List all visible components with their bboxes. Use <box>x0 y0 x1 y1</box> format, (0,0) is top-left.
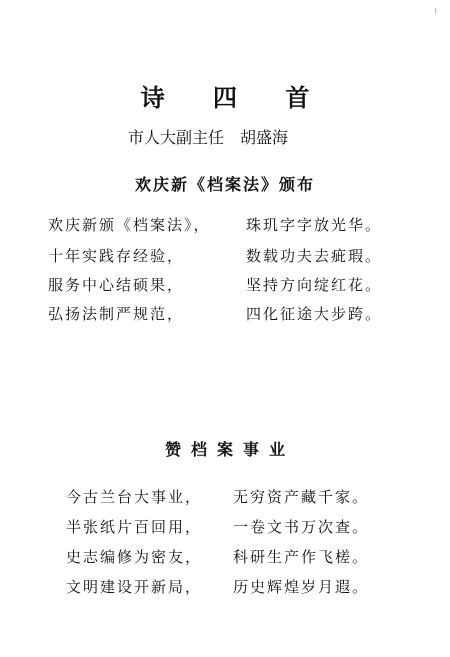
poem-2-title: 赞档案事业 <box>164 440 295 459</box>
poem-1-line-3-right: 坚持方向绽红花。 <box>246 276 383 294</box>
poem-2-line-1-right: 无穷资产藏千家。 <box>233 488 370 506</box>
poem-2-line-3-left: 史志编修为密友， <box>66 548 203 566</box>
poem-1-line-2-right: 数载功夫去疵瑕。 <box>246 247 383 265</box>
poem-1-line-3-left: 服务中心结硕果， <box>48 276 185 294</box>
author-line <box>128 125 288 148</box>
poem-2-line-4-right: 历史辉煌岁月遐。 <box>233 578 370 596</box>
poem-2-line-2-right: 一卷文书万次查。 <box>233 518 370 536</box>
poem-2-line-4-left: 文明建设开新局， <box>66 578 203 596</box>
poem-1-line-4-left: 弘扬法制严规范， <box>48 305 185 323</box>
poem-1-line-1-right: 珠玑字字放光华。 <box>246 216 383 234</box>
corner-mark <box>435 8 436 14</box>
poem-1-line-2-left: 十年实践存经验， <box>48 247 185 265</box>
poem-2-line-3-right: 科研生产作飞槎。 <box>233 548 370 566</box>
poem-2-line-1-left: 今古兰台大事业， <box>66 488 203 506</box>
poem-1-title: 欢庆新《档案法》颁布 <box>134 175 315 194</box>
page-title: 诗 四 首 <box>140 84 330 112</box>
author-position: 市人大副主任 <box>128 128 225 147</box>
author-name: 胡盛海 <box>240 128 289 147</box>
poem-1-line-1-left: 欢庆新颁《档案法》， <box>48 216 211 234</box>
poem-2-line-2-left: 半张纸片百回用， <box>66 518 203 536</box>
poem-1-line-4-right: 四化征途大步跨。 <box>246 305 383 323</box>
